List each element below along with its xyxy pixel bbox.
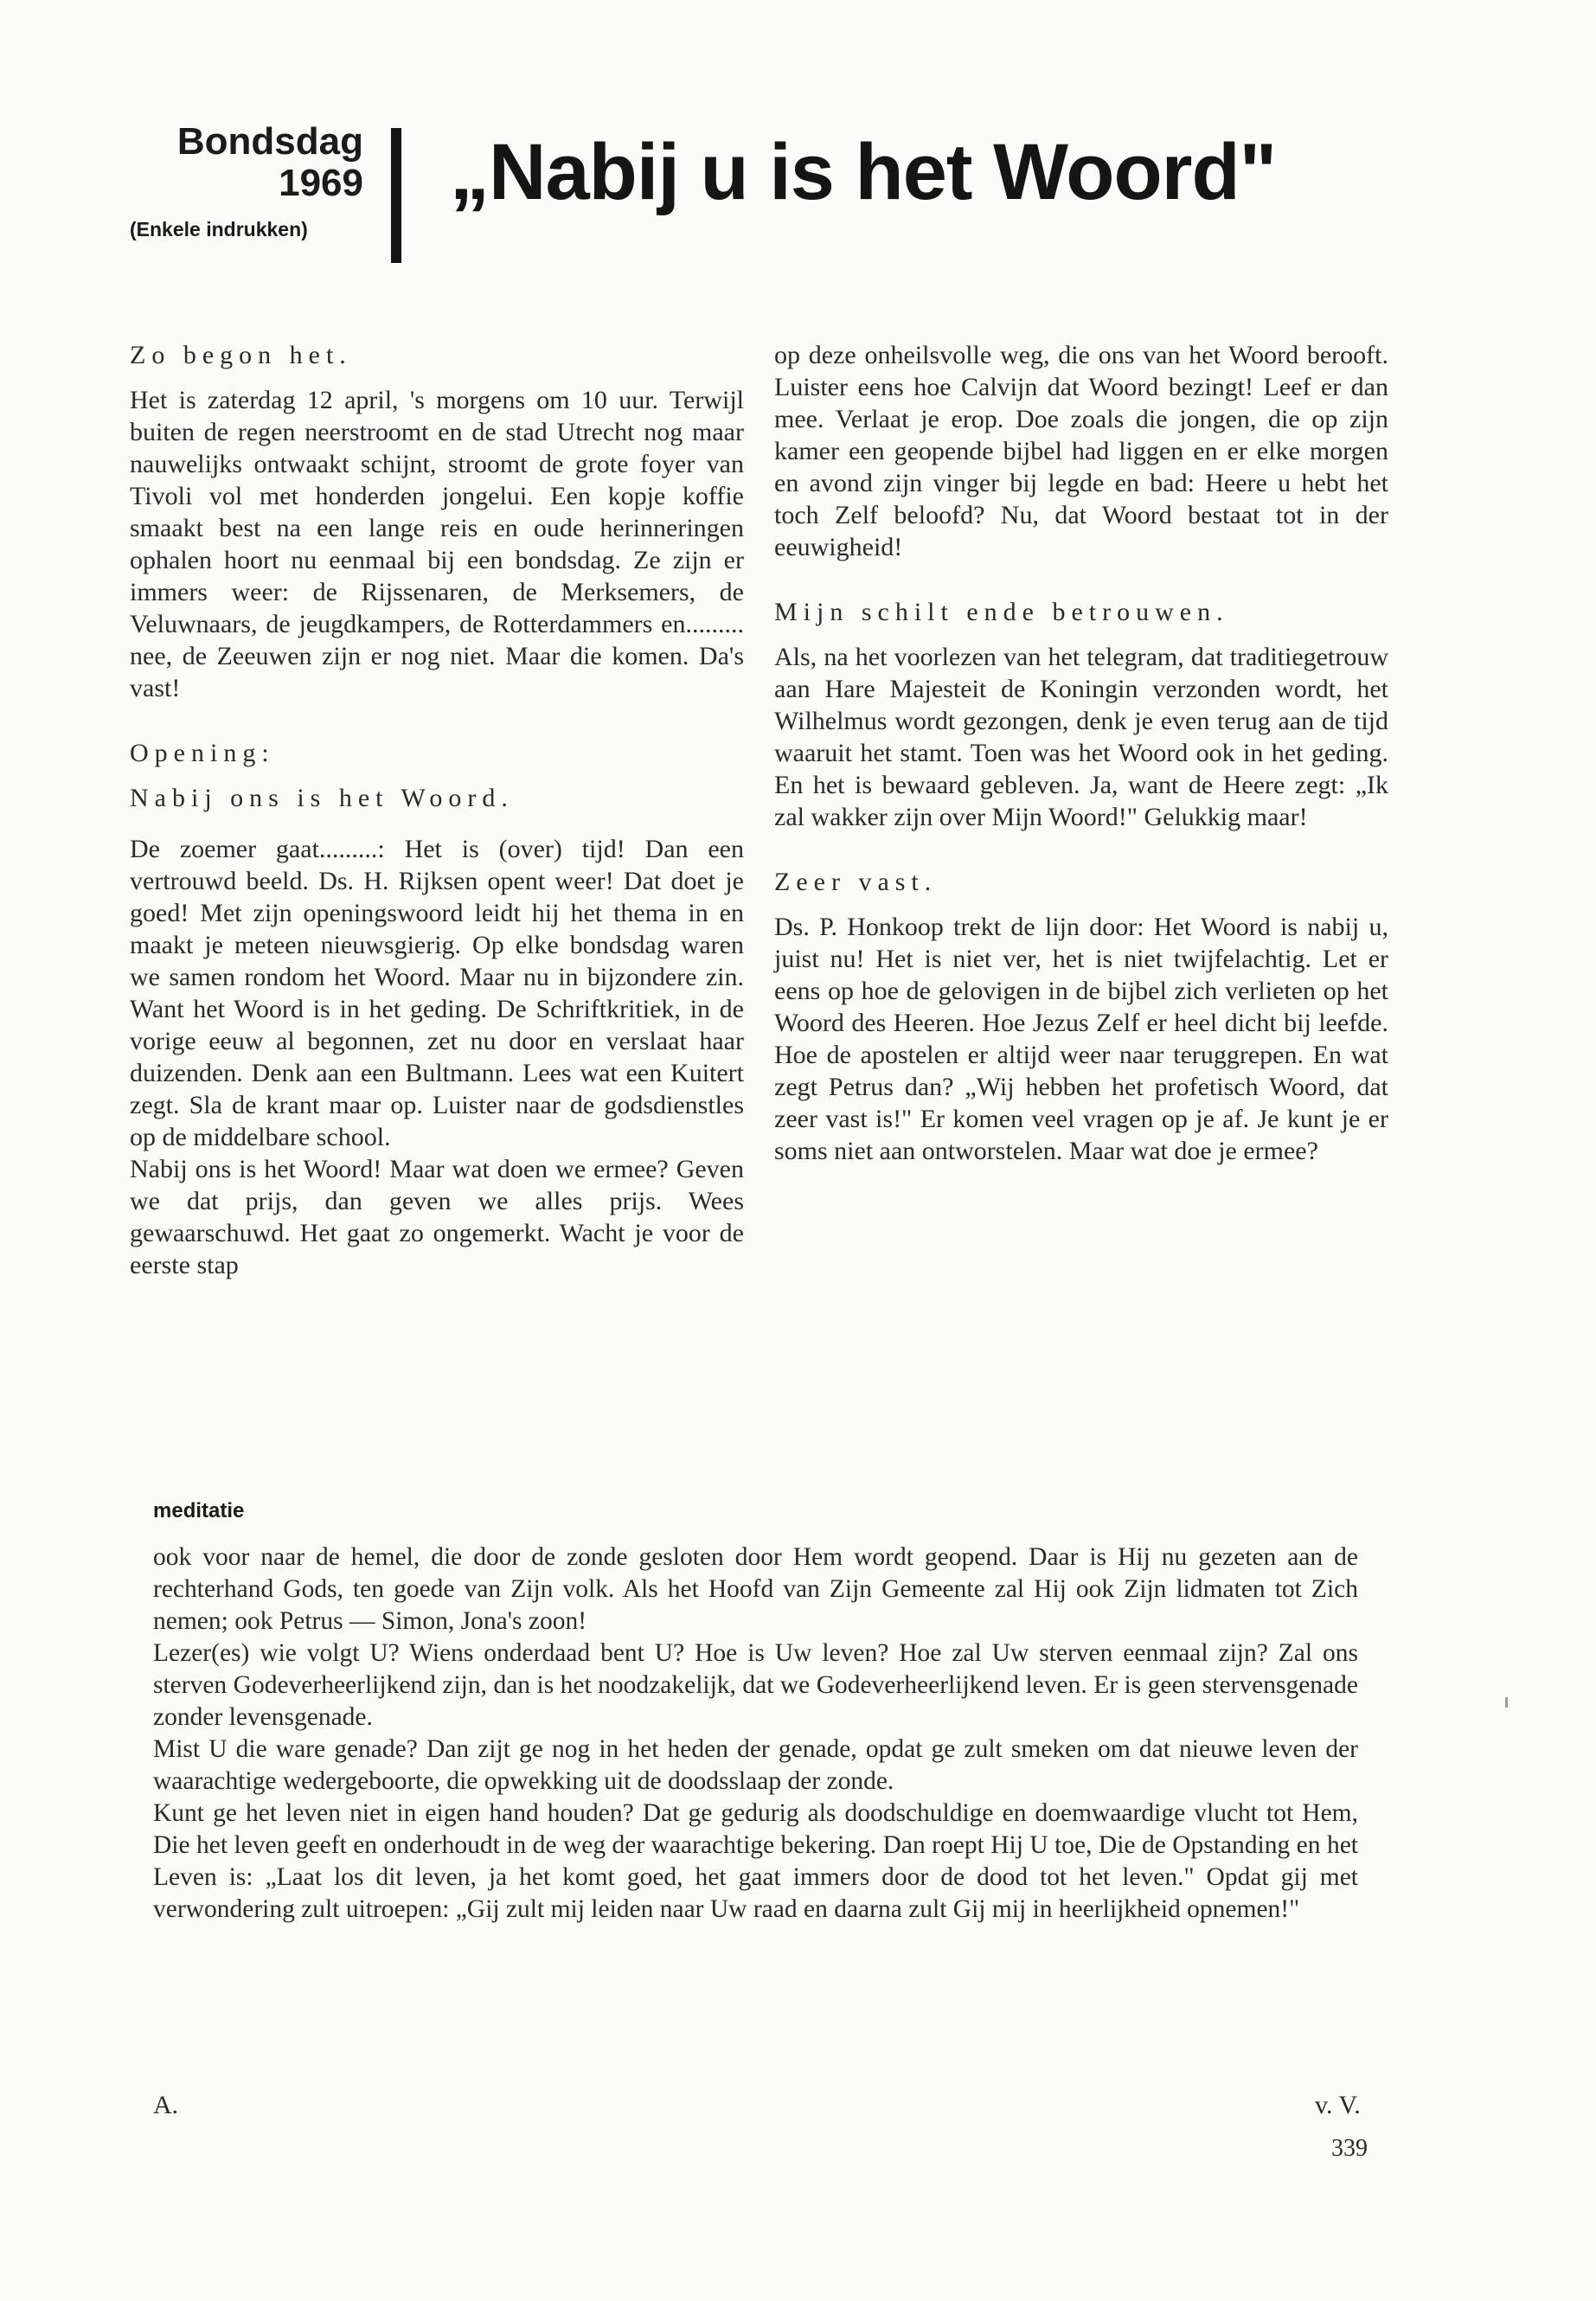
- section-heading: Zo begon het.: [130, 341, 352, 369]
- scan-mark: [1505, 1697, 1508, 1708]
- paragraph: Nabij ons is het Woord! Maar wat doen we ermee? Geven we dat prijs, dan geven we alles prijs. Wees gewaarschuwd. Het gaat zo ongemerkt. Wacht je voor de eerste stap: [130, 1155, 744, 1279]
- section-heading: Mijn schilt ende betrouwen.: [774, 598, 1229, 626]
- article-column-right: [774, 339, 1388, 1167]
- page-number: 339: [1331, 2135, 1368, 2162]
- paragraph: Kunt ge het leven niet in eigen hand houden? Dat ge gedurig als doodschuldige en doemwaardige vlucht tot Hem, Die het leven geeft en onderhoudt in de weg der waarachtige bekering. Dan roept Hij U toe, Die de Opstanding en het Leven is: „Laat los dit leven, ja het komt goed, het gaat immers door de dood tot het leven." Opdat gij met verwondering zult uitroepen: „Gij zult mij leiden naar Uw raad en daarna zult Gij mij in heerlijkheid opnemen!": [153, 1799, 1358, 1923]
- meditation-label: meditatie: [153, 1499, 245, 1522]
- section-heading: Opening:: [130, 739, 275, 767]
- masthead: [130, 121, 1393, 268]
- vertical-rule: [391, 128, 401, 263]
- section-heading: Zeer vast.: [774, 868, 938, 896]
- signature-left: A.: [153, 2091, 179, 2119]
- masthead-left: [130, 121, 363, 204]
- event-name: Bondsdag: [176, 120, 363, 163]
- article-column-left: [130, 339, 744, 1281]
- paragraph: Ds. P. Honkoop trekt de lijn door: Het Woord is nabij u, juist nu! Het is niet ver, het is niet twijfelachtig. Let er eens op hoe de gelovigen in de bijbel zich verlieten op het Woord des Heeren. Hoe Jezus Zelf er heel dicht bij leefde. Hoe de apostelen er altijd weer naar teruggrepen. En wat zegt Petrus dan? „Wij hebben het profetisch Woord, dat zeer vast is!" Er komen veel vragen op je af. Je kunt je er soms niet aan ontworstelen. Maar wat doe je ermee?: [774, 913, 1388, 1165]
- paragraph: op deze onheilsvolle weg, die ons van het Woord berooft. Luister eens hoe Calvijn dat Woord bezingt! Leef er dan mee. Verlaat je erop. Doe zoals die jongen, die op zijn kamer een geopende bijbel had liggen en er elke morgen en avond zijn vinger bij legde en bad: Heere u hebt het toch Zelf beloofd? Nu, dat Woord bestaat tot in der eeuwigheid!: [774, 341, 1388, 561]
- section-heading: Nabij ons is het Woord.: [130, 784, 514, 812]
- paragraph: Mist U die ware genade? Dan zijt ge nog in het heden der genade, opdat ge zult smeken om dat nieuwe leven der waarachtige wedergeboorte, die opwekking uit de doodsslaap der zonde.: [153, 1735, 1358, 1795]
- paragraph: Lezer(es) wie volgt U? Wiens onderdaad bent U? Hoe is Uw leven? Hoe zal Uw sterven eenmaal zijn? Zal ons sterven Godeverheerlijkend zijn, dan is het noodzakelijk, dat we Godeverheerlijkend leven. Er is geen stervensgenade zonder levensgenade.: [153, 1639, 1358, 1731]
- paragraph: Het is zaterdag 12 april, 's morgens om 10 uur. Terwijl buiten de regen neerstroomt en de stad Utrecht nog maar nauwelijks ontwaakt schijnt, stroomt de grote foyer van Tivoli vol met honderden jongelui. Een kopje koffie smaakt best na een lange reis en oude herinneringen ophalen hoort nu eenmaal bij een bondsdag. Ze zijn er immers weer: de Rijssenaren, de Merksemers, de Veluwnaars, de jeugdkampers, de Rotterdammers en......... nee, de Zeeuwen zijn er nog niet. Maar die komen. Da's vast!: [130, 386, 744, 702]
- subtitle: (Enkele indrukken): [130, 218, 308, 240]
- article-title: „Nabij u is het Woord": [450, 128, 1277, 216]
- meditation-text: [153, 1541, 1358, 1926]
- signature-right: v. V.: [1315, 2091, 1361, 2119]
- paragraph: ook voor naar de hemel, die door de zonde gesloten door Hem wordt geopend. Daar is Hij nu gezeten aan de rechterhand Gods, ten goede van Zijn volk. Als het Hoofd van Zijn Gemeente zal Hij ook Zijn lidmaten tot Zich nemen; ook Petrus — Simon, Jona's zoon!: [153, 1543, 1358, 1635]
- paragraph: Als, na het voorlezen van het telegram, dat traditiegetrouw aan Hare Majesteit de Koningin verzonden wordt, het Wilhelmus wordt gezongen, denk je even terug aan de tijd waaruit het stamt. Toen was het Woord ook in het geding. En het is bewaard gebleven. Ja, want de Heere zegt: „Ik zal wakker zijn over Mijn Woord!" Gelukkig maar!: [774, 643, 1388, 831]
- event-year: 1969: [279, 162, 363, 204]
- paragraph: De zoemer gaat.........: Het is (over) tijd! Dan een vertrouwd beeld. Ds. H. Rijksen opent weer! Dat doet je goed! Met zijn openingswoord leidt hij het thema in en maakt je meteen nieuwsgierig. Op elke bondsdag waren we samen rondom het Woord. Maar nu in bijzondere zin. Want het Woord is in het geding. De Schriftkritiek, in de vorige eeuw al begonnen, zet nu door en verslaat haar duizenden. Denk aan een Bultmann. Lees wat een Kuitert zegt. Sla de krant maar op. Luister naar de godsdienstles op de middelbare school.: [130, 835, 744, 1151]
